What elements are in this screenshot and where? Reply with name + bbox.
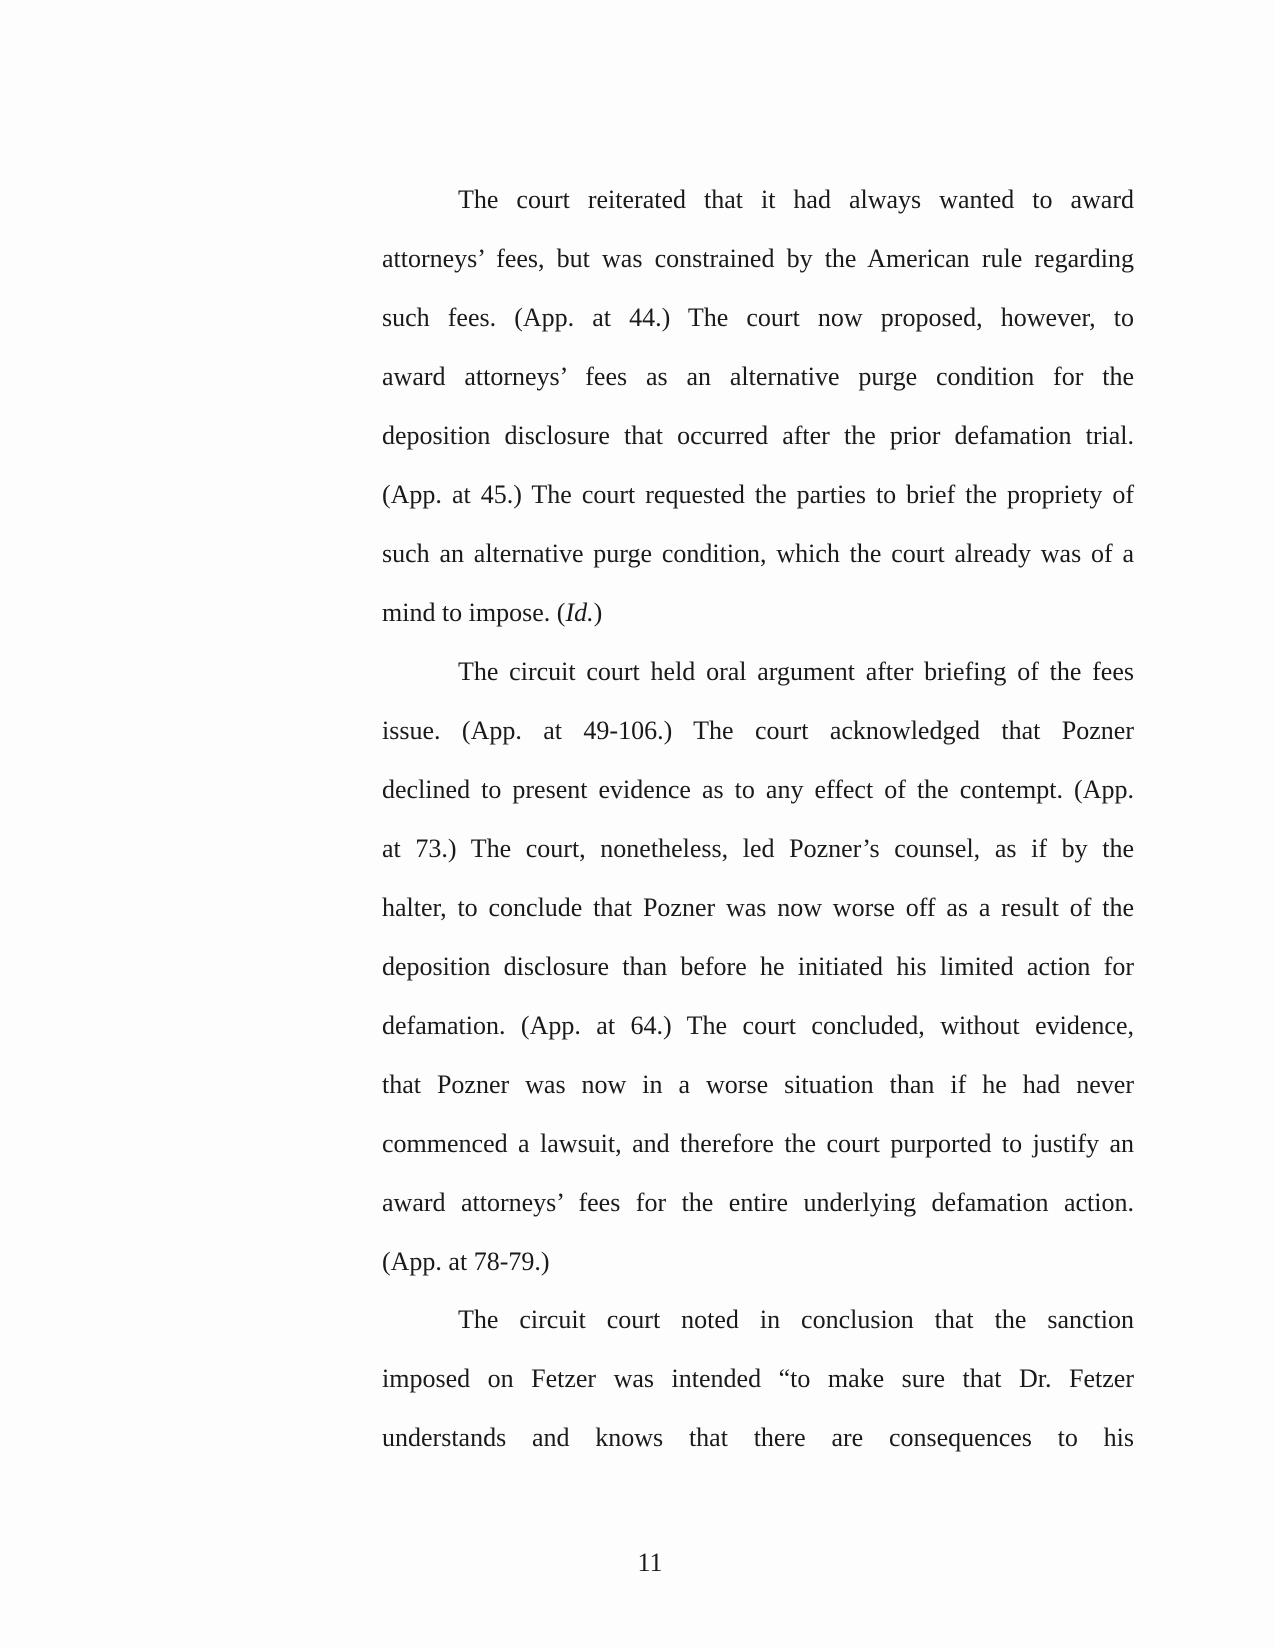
text-line: such fees. (App. at 44.) The court now proposed, however, to (382, 303, 1134, 332)
page-number: 11 (637, 1548, 663, 1577)
text-line: deposition disclosure that occurred after the prior defamation trial. (382, 421, 1134, 450)
text-line: (App. at 78-79.) (382, 1247, 550, 1276)
text-line: halter, to conclude that Pozner was now worse off as a result of the (382, 893, 1134, 922)
text-line (382, 593, 1134, 633)
text-line: at 73.) The court, nonetheless, led Pozner’s counsel, as if by the (382, 834, 1134, 863)
text-line: declined to present evidence as to any effect of the contempt. (App. (382, 775, 1134, 804)
text-line: such an alternative purge condition, which the court already was of a (382, 539, 1134, 568)
text-line: The circuit court noted in conclusion that the sanction (458, 1305, 1134, 1334)
text-line: deposition disclosure than before he initiated his limited action for (382, 952, 1134, 981)
citation-id: Id. (565, 598, 594, 627)
text-line: The circuit court held oral argument after briefing of the fees (458, 657, 1134, 686)
text-line: award attorneys’ fees for the entire underlying defamation action. (382, 1188, 1134, 1217)
text-line: issue. (App. at 49-106.) The court acknowledged that Pozner (382, 716, 1134, 745)
text-segment: mind to impose. ( (382, 598, 566, 627)
text-line: attorneys’ fees, but was constrained by the American rule regarding (382, 244, 1134, 273)
text-line: imposed on Fetzer was intended “to make sure that Dr. Fetzer (382, 1364, 1134, 1393)
text-line: The court reiterated that it had always wanted to award (458, 185, 1134, 214)
text-line: that Pozner was now in a worse situation than if he had never (382, 1070, 1134, 1099)
text-segment: ) (593, 598, 603, 627)
text-line: understands and knows that there are consequences to his (382, 1423, 1134, 1452)
text-line: commenced a lawsuit, and therefore the court purported to justify an (382, 1129, 1134, 1158)
text-line: defamation. (App. at 64.) The court concluded, without evidence, (382, 1011, 1134, 1040)
text-line: award attorneys’ fees as an alternative purge condition for the (382, 362, 1134, 391)
text-line: (App. at 45.) The court requested the parties to brief the propriety of (382, 480, 1134, 509)
